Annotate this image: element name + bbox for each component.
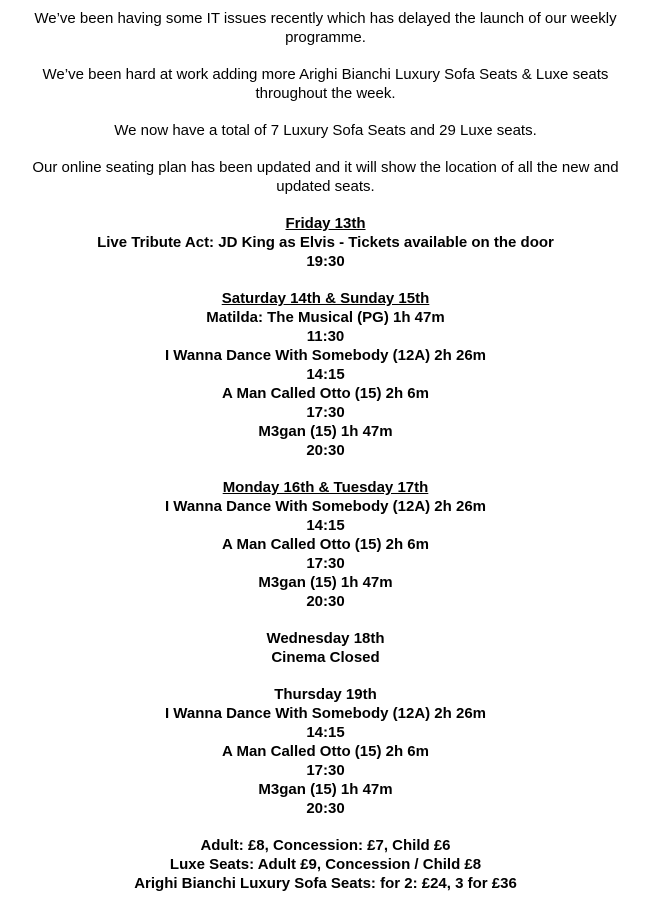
schedule-day-thursday (0, 685, 651, 818)
film-title: A Man Called Otto (15) 2h 6m (222, 743, 429, 760)
intro-paragraph: We now have a total of 7 Luxury Sofa Seats and 29 Luxe seats. (114, 122, 537, 139)
film-title: M3gan (15) 1h 47m (258, 574, 393, 591)
showtime: 20:30 (306, 800, 345, 817)
closed-notice: Cinema Closed (271, 649, 380, 666)
showtime: 19:30 (306, 253, 345, 270)
showtime: 14:15 (306, 366, 345, 383)
price-line: Luxe Seats: Adult £9, Concession / Child £8 (169, 856, 482, 873)
film-title: I Wanna Dance With Somebody (12A) 2h 26m (164, 347, 487, 364)
day-heading: Thursday 19th (274, 686, 377, 703)
price-line: Adult: £8, Concession: £7, Child £6 (200, 837, 451, 854)
showtime: 14:15 (306, 724, 345, 741)
schedule-day-saturday-sunday (0, 289, 651, 460)
film-title: M3gan (15) 1h 47m (258, 423, 393, 440)
showtime: 17:30 (306, 404, 345, 421)
film-title: A Man Called Otto (15) 2h 6m (222, 385, 429, 402)
showtime: 20:30 (306, 593, 345, 610)
intro-paragraph: We’ve been having some IT issues recently which has delayed the launch of our weekly programme. (34, 10, 617, 46)
day-heading: Wednesday 18th (266, 630, 385, 647)
intro-paragraph: Our online seating plan has been updated and it will show the location of all the new and updated seats. (32, 159, 619, 195)
day-heading: Saturday 14th & Sunday 15th (221, 290, 430, 307)
film-title: A Man Called Otto (15) 2h 6m (222, 536, 429, 553)
schedule-day-monday-tuesday (0, 478, 651, 611)
schedule-day-wednesday (0, 629, 651, 667)
film-title: M3gan (15) 1h 47m (258, 781, 393, 798)
showtime: 20:30 (306, 442, 345, 459)
price-line: Arighi Bianchi Luxury Sofa Seats: for 2: £24, 3 for £36 (134, 875, 517, 892)
schedule-day-friday (0, 214, 651, 271)
film-title: I Wanna Dance With Somebody (12A) 2h 26m (164, 498, 487, 515)
intro-paragraph: We’ve been hard at work adding more Arighi Bianchi Luxury Sofa Seats & Luxe seats throughout the week. (42, 66, 609, 102)
showtime: 14:15 (306, 517, 345, 534)
showtime: 17:30 (306, 555, 345, 572)
intro-section (0, 9, 651, 196)
showtime: 11:30 (306, 328, 345, 345)
event-title: Live Tribute Act: JD King as Elvis - Tickets available on the door (97, 234, 554, 251)
film-title: I Wanna Dance With Somebody (12A) 2h 26m (164, 705, 487, 722)
day-heading: Friday 13th (285, 215, 366, 232)
showtime: 17:30 (306, 762, 345, 779)
pricing-section (0, 836, 651, 893)
film-title: Matilda: The Musical (PG) 1h 47m (206, 309, 445, 326)
day-heading: Monday 16th & Tuesday 17th (222, 479, 429, 496)
